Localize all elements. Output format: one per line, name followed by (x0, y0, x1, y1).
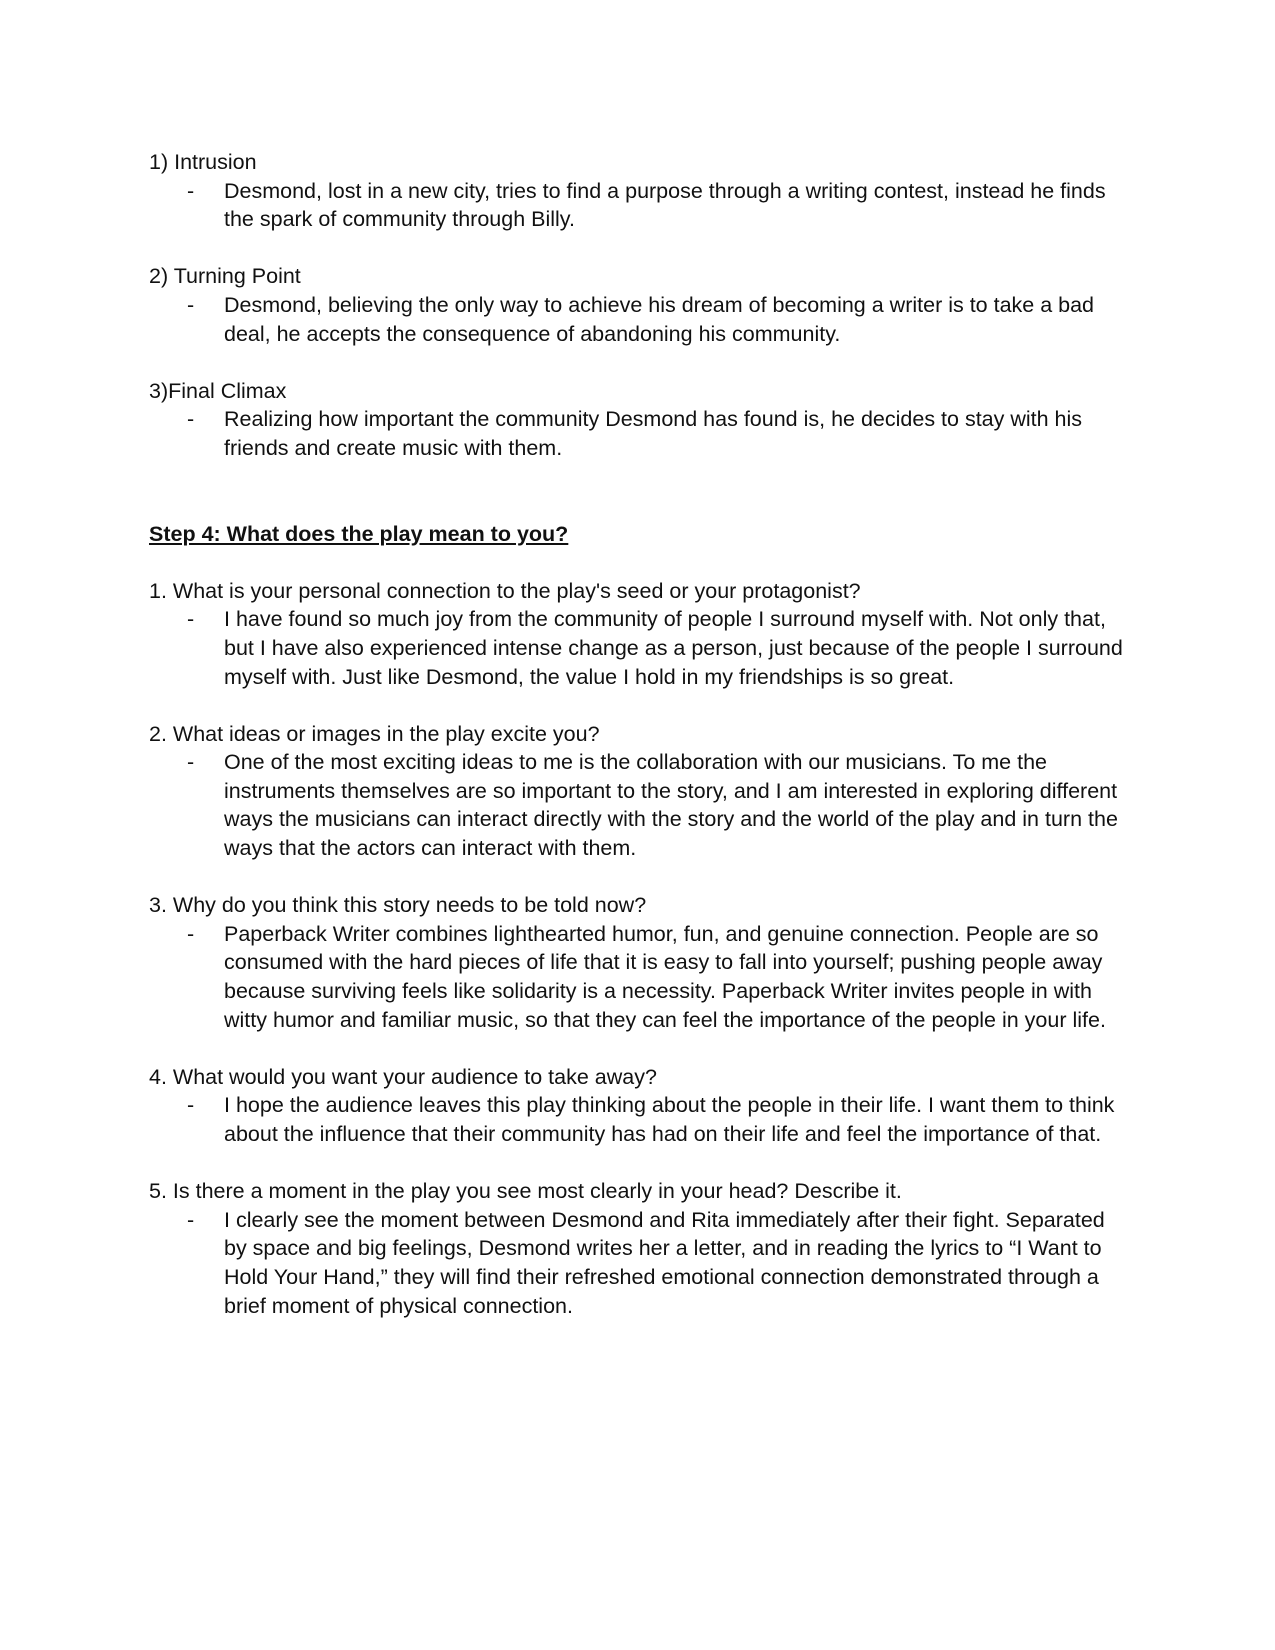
answer-bullet (149, 1206, 1129, 1320)
plot-point-bullet (149, 177, 1129, 234)
question-text: 2. What ideas or images in the play excite you? (149, 721, 600, 746)
question-4 (149, 1063, 1129, 1149)
question-text: 5. Is there a moment in the play you see most clearly in your head? Describe it. (149, 1179, 902, 1204)
answer-bullet (149, 748, 1129, 862)
answer-bullet (149, 605, 1129, 691)
question-text: 1. What is your personal connection to the play's seed or your protagonist? (149, 578, 861, 603)
bullet-dash: - (187, 292, 195, 317)
question-1 (149, 577, 1129, 691)
question-2 (149, 720, 1129, 863)
answer-bullet (149, 920, 1129, 1034)
plot-point-title: 3)Final Climax (149, 378, 287, 403)
plot-point-title: 1) Intrusion (149, 150, 257, 174)
answer-text: I clearly see the moment between Desmond and Rita immediately after their fight. Separated by space and big feelings, Desmond writes her a letter, and in reading the lyrics to “I Want to Hold Your Hand,” they will find their refreshed emotional connection demonstrated through a brief moment of physical connection. (224, 1207, 1105, 1318)
plot-point-title: 2) Turning Point (149, 264, 301, 289)
bullet-dash: - (187, 750, 195, 775)
document-content (149, 148, 1129, 1320)
bullet-dash: - (187, 921, 195, 946)
plot-point-turning-point (149, 262, 1129, 348)
answer-text: Paperback Writer combines lighthearted humor, fun, and genuine connection. People are so consumed with the hard pieces of life that it is easy to fall into yourself; pushing people away because surviving feels like solidarity is a necessity. Paperback Writer invites people in with witty humor and familiar music, so that they can feel the importance of the people in your life. (224, 921, 1106, 1032)
plot-point-final-climax (149, 377, 1129, 463)
question-5 (149, 1177, 1129, 1320)
question-text: 4. What would you want your audience to take away? (149, 1064, 657, 1089)
plot-point-intrusion (149, 148, 1129, 234)
bullet-dash: - (187, 1093, 195, 1118)
plot-point-bullet (149, 405, 1129, 462)
bullet-dash: - (187, 1207, 195, 1232)
bullet-dash: - (187, 407, 195, 432)
answer-bullet (149, 1091, 1129, 1148)
plot-point-text: Realizing how important the community Desmond has found is, he decides to stay with his friends and create music with them. (224, 407, 1083, 460)
bullet-dash: - (187, 607, 195, 632)
plot-point-bullet (149, 291, 1129, 348)
plot-point-text: Desmond, believing the only way to achieve his dream of becoming a writer is to take a bad deal, he accepts the consequence of abandoning his community. (224, 292, 1095, 346)
question-text: 3. Why do you think this story needs to be told now? (149, 893, 647, 918)
question-3 (149, 891, 1129, 1034)
answer-text: I have found so much joy from the community of people I surround myself with. Not only that, but I have also experienced intense change as a person, just because of the people I surround myself with. Just like Desmond, the value I hold in my friendships is so great. (224, 607, 1123, 689)
answer-text: I hope the audience leaves this play thinking about the people in their life. I want them to think about the influence that their community has had on their life and feel the importance of that. (224, 1093, 1115, 1146)
answer-text: One of the most exciting ideas to me is the collaboration with our musicians. To me the instruments themselves are so important to the story, and I am interested in exploring different ways the musicians can interact directly with the story and the world of the play and in turn the ways that the actors can interact with them. (224, 750, 1118, 861)
plot-point-text: Desmond, lost in a new city, tries to find a purpose through a writing contest, instead he finds the spark of community through Billy. (224, 178, 1106, 232)
bullet-dash: - (187, 178, 195, 203)
step-4-heading: Step 4: What does the play mean to you? (149, 521, 569, 546)
